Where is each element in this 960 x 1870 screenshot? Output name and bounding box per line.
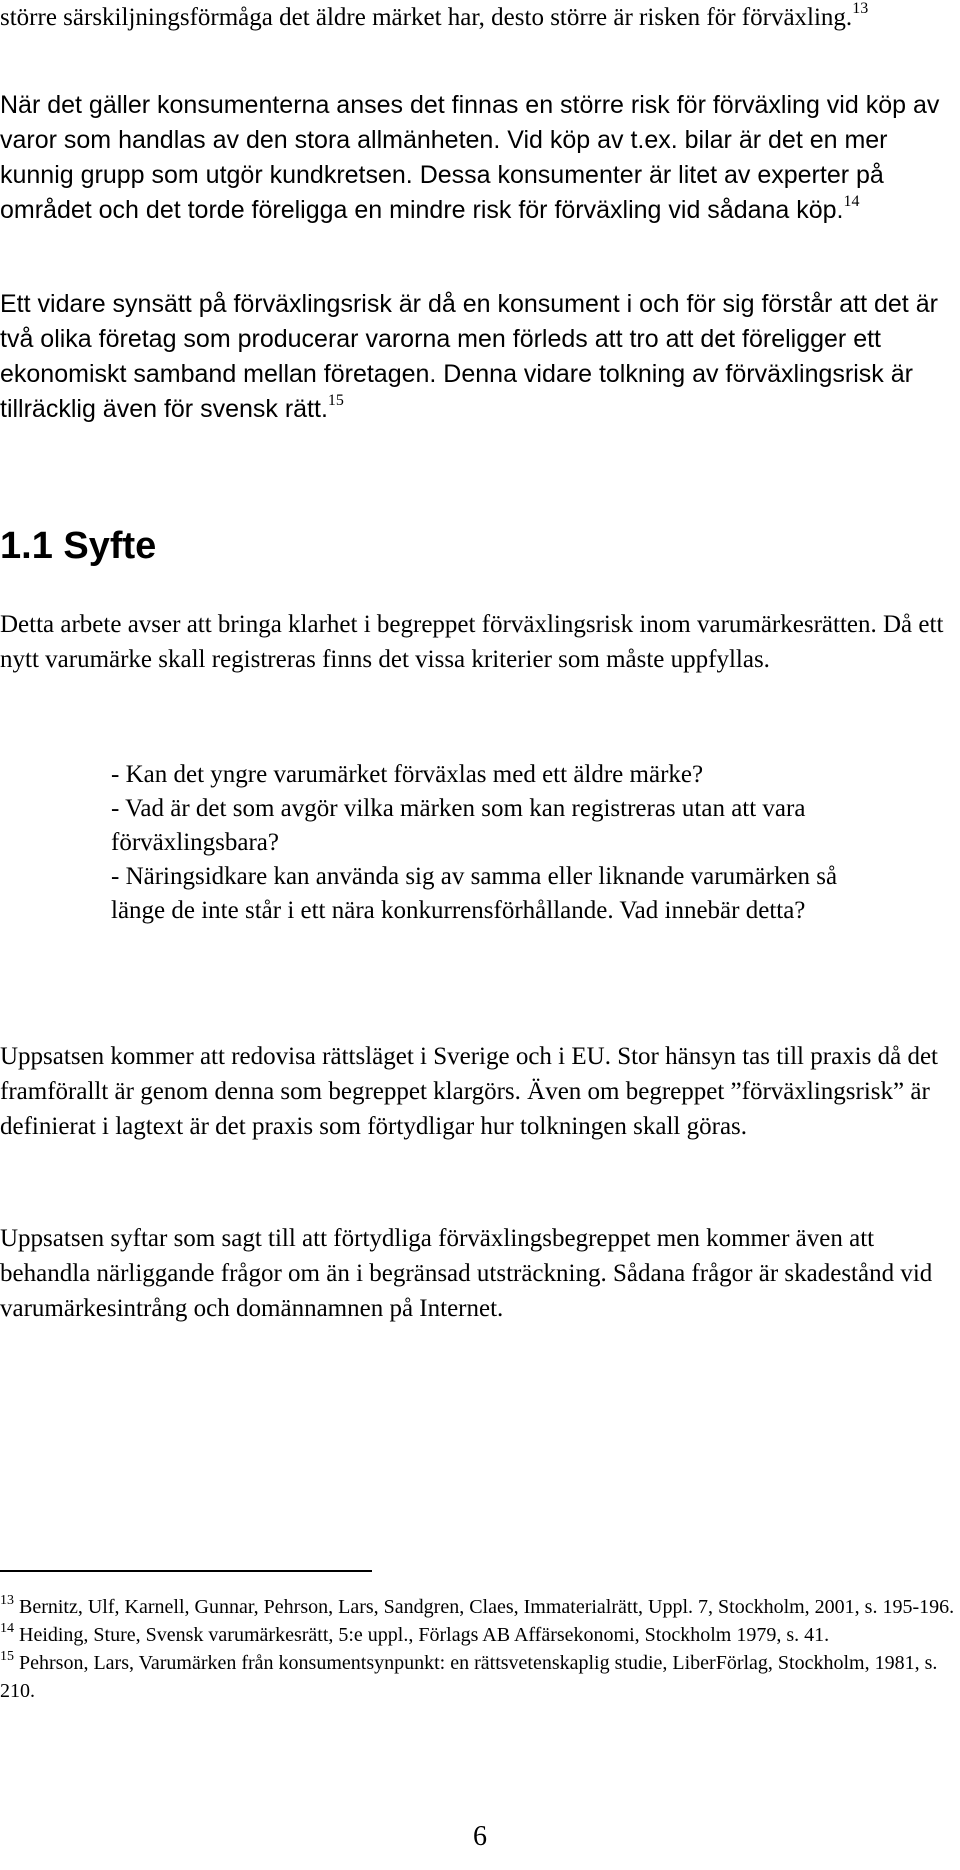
- footnote-separator: [0, 1570, 372, 1572]
- footnotes: [0, 1593, 958, 1705]
- footnote-text: Bernitz, Ulf, Karnell, Gunnar, Pehrson, Lars, Sandgren, Claes, Immaterialrätt, Uppl. 7, Stockholm, 2001, s. 195-196.: [19, 1596, 955, 1618]
- footnote-ref-13: 13: [852, 0, 869, 17]
- list-item: - Kan det yngre varumärket förväxlas med ett äldre märke?: [111, 761, 704, 788]
- footnote-14: [0, 1621, 958, 1649]
- footnote-ref-15: 15: [327, 392, 344, 409]
- paragraph-aim: Uppsatsen syftar som sagt till att förtydliga förväxlingsbegreppet men kommer även att behandla närliggande frågor om än i begränsad utsträckning. Sådana frågor är skadestånd vid varumärkesintrång och domännamnen på Internet.: [0, 1225, 933, 1322]
- footnote-text: Pehrson, Lars, Varumärken från konsumentsynpunkt: en rättsvetenskaplig studie, LiberFörlag, Stockholm, 1981, s. 210.: [0, 1652, 938, 1702]
- footnote-number: 14: [0, 1621, 14, 1636]
- paragraph-scope: Uppsatsen kommer att redovisa rättsläget i Sverige och i EU. Stor hänsyn tas till praxis då det framförallt är genom denna som begreppet klargörs. Även om begreppet ”förväxlingsrisk” är definierat i lagtext är det praxis som förtydligar hur tolkningen skall göras.: [0, 1043, 938, 1140]
- paragraph-consumers: [0, 88, 956, 228]
- footnote-number: 13: [0, 1593, 14, 1608]
- paragraph-continuation: [0, 0, 956, 35]
- paragraph-text: När det gäller konsumenterna anses det finnas en större risk för förväxling vid köp av varor som handlas av den stora allmänheten. Vid köp av t.ex. bilar är det en mer kunnig grupp som utgör kundkretsen. Dessa konsumenter är litet av experter på området och det torde föreligga en mindre risk för förväxling vid sådana köp.: [0, 91, 940, 224]
- page-number: 6: [473, 1821, 487, 1852]
- section-intro: Detta arbete avser att bringa klarhet i begreppet förväxlingsrisk inom varumärkesrätten. Då ett nytt varumärke skall registreras finns det vissa kriterier som måste uppfyllas.: [0, 611, 944, 673]
- paragraph-text: Ett vidare synsätt på förväxlingsrisk är då en konsument i och för sig förstår att det är två olika företag som producerar varorna men förleds att tro att det föreligger ett ekonomiskt samband mellan företagen. Denna vidare tolkning av förväxlingsrisk är tillräcklig även för svensk rätt.: [0, 290, 938, 423]
- list-item: - Vad är det som avgör vilka märken som kan registreras utan att vara förväxlingsbara?: [111, 795, 806, 856]
- footnote-text: Heiding, Sture, Svensk varumärkesrätt, 5:e uppl., Förlags AB Affärsekonomi, Stockholm 1979, s. 41.: [19, 1624, 830, 1646]
- footnote-ref-14: 14: [843, 193, 860, 210]
- question-list: [111, 758, 871, 928]
- paragraph-wider-view: [0, 287, 956, 427]
- footnote-number: 15: [0, 1649, 14, 1664]
- footnote-15: [0, 1649, 958, 1705]
- paragraph-text: större särskiljningsförmåga det äldre märket har, desto större är risken för förväxling.: [0, 4, 853, 31]
- section-heading: 1.1 Syfte: [0, 525, 157, 567]
- list-item: - Näringsidkare kan använda sig av samma eller liknande varumärken så länge de inte står i ett nära konkurrensförhållande. Vad innebär detta?: [111, 863, 838, 924]
- footnote-13: [0, 1593, 958, 1621]
